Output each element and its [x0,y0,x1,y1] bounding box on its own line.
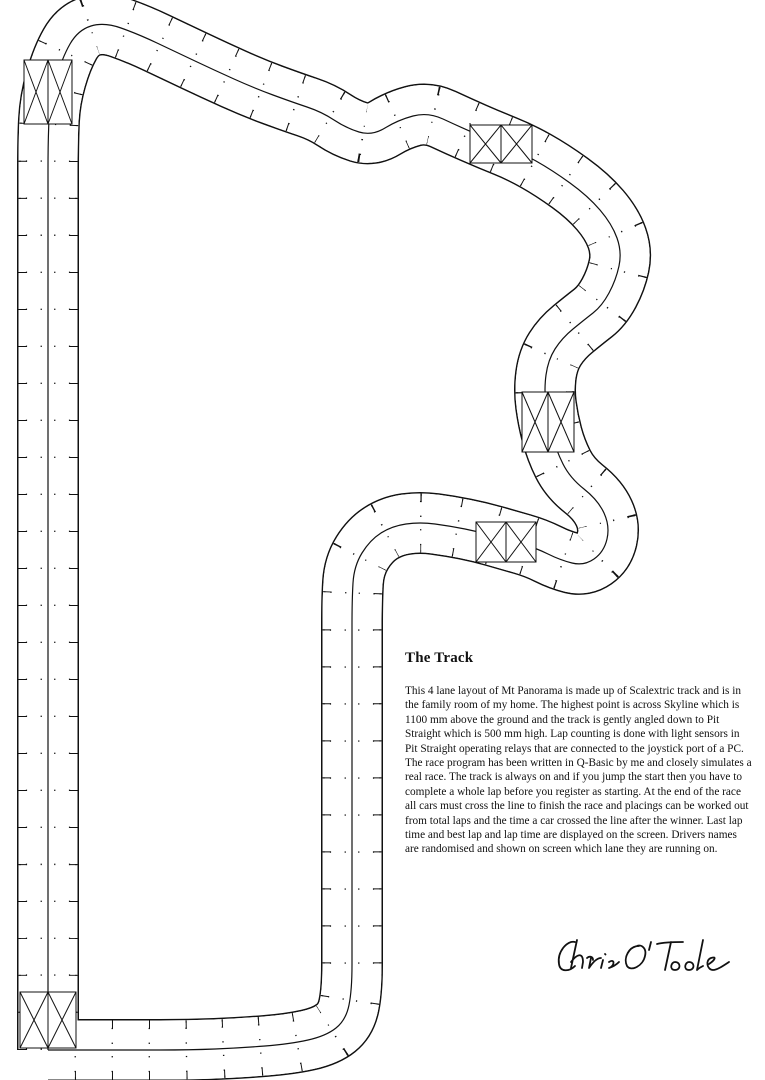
crossover-chase [476,522,536,562]
crossover-pit-straight [20,992,76,1048]
lane-change-markers [20,60,574,1048]
section-title: The Track [405,650,474,666]
crossover-top-left [24,60,72,124]
crossover-esses [522,392,574,452]
author-signature [553,932,753,982]
crossover-skyline [470,125,532,163]
track-description: This 4 lane layout of Mt Panorama is made up of Scalextric track and is in the family room of my home. The highest point is across Skyline which is 1100 mm above the ground and the track is gently angled down to Pit Straight which is 500 mm high. Lap counting is done with light sensors in Pit Straight operating relays that are connected to the joystick port of a PC. The race program has been written in Q-Basic by me and closely simulates a real race. The track is always on and if you jump the start then you have to complete a whole lap before you register as starting. At the end of the race all cars must cross the line to finish the race and placings can be worked out from total laps and the time a car crossed the line after the winner. Last lap time and best lap and lap time are displayed on the screen. Drivers names are randomised and shown on screen which lane they are running on. [405,685,752,856]
